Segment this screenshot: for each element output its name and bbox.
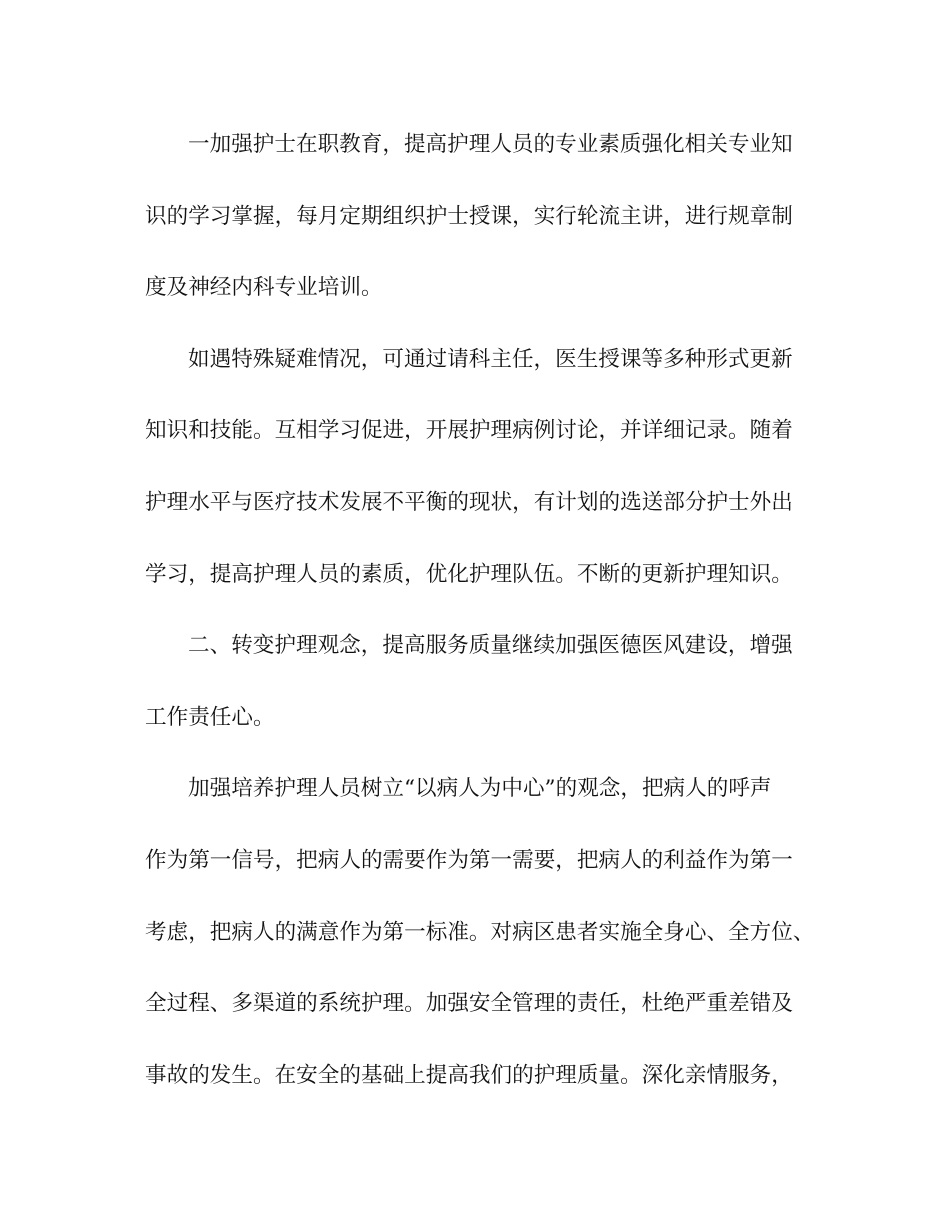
text-line: 全过程、多渠道的系统护理。加强安全管理的责任，杜绝严重差错及 [145, 991, 793, 1017]
text-line: 考虑，把病人的满意作为第一标准。对病区患者实施全身心、全方位、 [145, 919, 815, 945]
text-line: 事故的发生。在安全的基础上提高我们的护理质量。深化亲情服务， [145, 1062, 793, 1088]
text-line: 工作责任心。 [145, 704, 275, 730]
text-line: 度及神经内科专业培训。 [145, 275, 383, 301]
text-line: 知识和技能。互相学习促进，开展护理病例讨论，并详细记录。随着 [145, 418, 793, 444]
text-line: 一加强护士在职教育，提高护理人员的专业素质强化相关专业知 [188, 132, 793, 157]
body-text [145, 120, 815, 1122]
text-line: 如遇特殊疑难情况，可通过请科主任，医生授课等多种形式更新 [188, 346, 793, 372]
text-line: 学习，提高护理人员的素质，优化护理队伍。不断的更新护理知识。 [145, 561, 793, 587]
text-line: 加强培养护理人员树立“以病人为中心”的观念，把病人的呼声 [188, 776, 772, 802]
text-line: 二、转变护理观念，提高服务质量继续加强医德医风建设，增强 [188, 633, 793, 659]
text-line: 识的学习掌握，每月定期组织护士授课，实行轮流主讲，进行规章制 [145, 203, 793, 229]
text-line: 护理水平与医疗技术发展不平衡的现状，有计划的选送部分护士外出 [145, 489, 793, 515]
text-line: 作为第一信号，把病人的需要作为第一需要，把病人的利益作为第一 [145, 847, 793, 873]
